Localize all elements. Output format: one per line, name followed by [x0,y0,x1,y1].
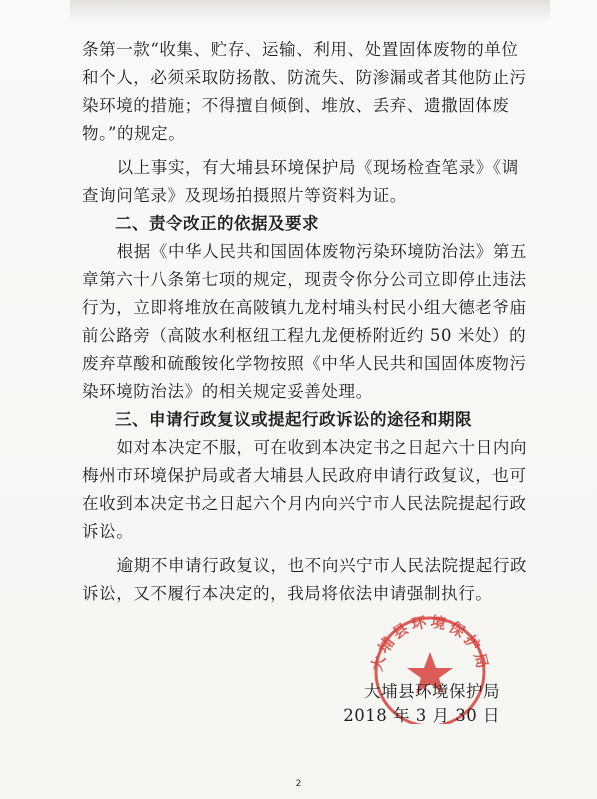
page-number: 2 [295,779,302,789]
signature-organization: 大埔县环境保护局 [364,682,500,701]
paragraph-appeal: 如对本决定不服，可在收到本决定书之日起六十日内向梅州市环境保护局或者大埔县人民政府申请行政复议，也可在收到本决定书之日起六个月内向兴宁市人民法院提起行政诉讼。 [82,438,528,541]
document-body [82,36,532,608]
paragraph-order: 根据《中华人民共和国固体废物污染环境防治法》第五章第六十八条第七项的规定，现责令你分公司立即停止违法行为，立即将堆放在高陂镇九龙村埔头村民小组大德老爷庙前公路旁（高陂水利枢纽工程九龙便桥附近约 50 米处）的废弃草酸和硫酸铵化学物按照《中华人民共和国固体废物污染环境防治法》的相关规定妥善处理。 [82,242,528,401]
paragraph-enforcement: 逾期不申请行政复议，也不向兴宁市人民法院提起行政诉讼，又不履行本决定的，我局将依法申请强制执行。 [82,556,528,603]
signature-block [340,680,500,728]
paragraph-evidence: 以上事实，有大埔县环境保护局《现场检查笔录》《调查询问笔录》及现场拍摄照片等资料为证。 [82,158,519,205]
section-heading-2: 二、责令改正的依据及要求 [115,214,319,233]
seal-text: 大埔县环境保护局 [367,612,493,674]
scan-shadow [70,0,550,22]
section-heading-3: 三、申请行政复议或提起行政诉讼的途径和期限 [115,410,472,429]
signature-date: 2018 年 3 月 30 日 [343,706,500,725]
paragraph-continuation: 条第一款“收集、贮存、运输、利用、处置固体废物的单位和个人，必须采取防扬散、防流失、防渗漏或者其他防止污染环境的措施；不得擅自倾倒、堆放、丢弃、遗撒固体废物。”的规定。 [82,40,527,143]
